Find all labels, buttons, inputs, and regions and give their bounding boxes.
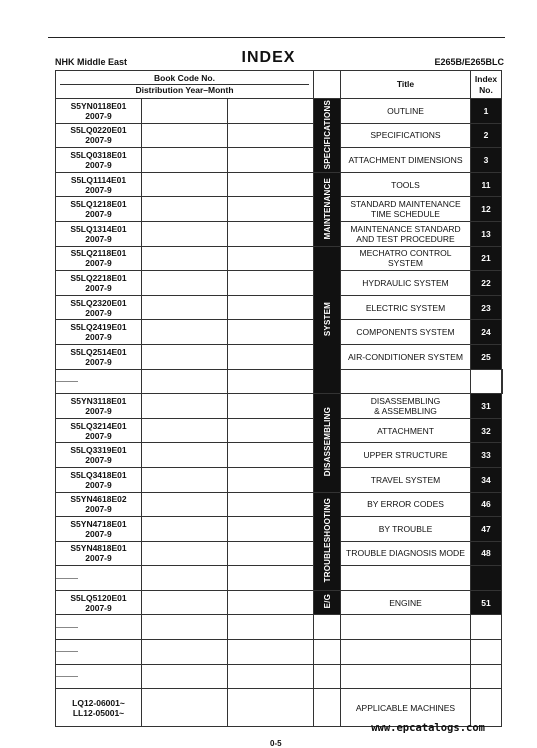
title-line: SPECIFICATIONS	[370, 130, 441, 141]
section-disasm	[314, 394, 341, 492]
header-row	[56, 71, 503, 99]
blank-cell	[228, 99, 314, 124]
book-code-cell	[56, 541, 142, 566]
book-code-cell	[56, 221, 142, 246]
serial-range-cell	[56, 689, 142, 727]
distribution-date: 2007-9	[85, 233, 112, 244]
index-number: 12	[471, 197, 502, 222]
blank-cell	[142, 664, 228, 689]
book-code-cell	[56, 271, 142, 296]
title-line: BY ERROR CODES	[367, 499, 444, 510]
page-number: 0-5	[270, 739, 282, 748]
blank-cell	[142, 517, 228, 542]
index-number: 46	[471, 492, 502, 517]
blank-cell	[142, 640, 228, 665]
distribution-date: 2007-9	[85, 528, 112, 539]
title-cell	[341, 467, 471, 492]
blank-cell	[228, 541, 314, 566]
title-cell	[341, 394, 471, 419]
book-code-cell	[56, 418, 142, 443]
blank-cell	[142, 443, 228, 468]
index-number	[471, 640, 502, 665]
title-cell	[341, 541, 471, 566]
table-row	[56, 467, 503, 492]
book-code-cell	[56, 172, 142, 197]
blank-cell	[228, 123, 314, 148]
title-line: UPPER STRUCTURE	[363, 450, 448, 461]
distribution-date: 2007-9	[85, 430, 112, 441]
book-code: S5LQ2118E01	[70, 248, 127, 259]
book-code-cell	[56, 369, 142, 394]
book-code: S5LQ3418E01	[70, 469, 127, 480]
title-cell	[341, 344, 471, 369]
blank-cell	[142, 99, 228, 124]
table-row	[56, 197, 503, 222]
book-code: S5LQ2419E01	[70, 322, 127, 333]
book-code-cell	[56, 566, 142, 591]
blank-cell	[228, 344, 314, 369]
table-row	[56, 148, 503, 173]
title-cell	[341, 246, 471, 271]
blank-cell	[228, 664, 314, 689]
table-row	[56, 394, 503, 419]
distribution-date: 2007-9	[85, 602, 112, 613]
section-header-cell	[314, 71, 341, 99]
book-code: S5YN3118E01	[70, 395, 127, 406]
table-row	[56, 541, 503, 566]
table-row	[56, 664, 503, 689]
book-code: S5LQ2320E01	[70, 297, 127, 308]
book-code-cell	[56, 295, 142, 320]
blank-cell	[228, 221, 314, 246]
title-cell	[341, 271, 471, 296]
distribution-date: 2007-9	[85, 209, 112, 220]
blank-cell	[228, 369, 314, 394]
section-empty	[314, 664, 341, 689]
blank-cell	[142, 492, 228, 517]
book-code-cell	[56, 640, 142, 665]
distribution-date: 2007-9	[85, 135, 112, 146]
distribution-date: 2007-9	[85, 405, 112, 416]
table-row	[56, 640, 503, 665]
blank-cell	[228, 172, 314, 197]
title-line: BY TROUBLE	[378, 523, 433, 534]
index-number	[502, 369, 503, 394]
blank-cell	[228, 418, 314, 443]
blank-cell	[228, 148, 314, 173]
blank-cell	[228, 566, 314, 591]
blank-cell	[228, 394, 314, 419]
table-row	[56, 418, 503, 443]
blank-cell	[142, 320, 228, 345]
book-code-cell	[56, 123, 142, 148]
blank-cell	[142, 615, 228, 640]
table-row	[56, 271, 503, 296]
book-code-cell	[56, 394, 142, 419]
title-line: MAINTENANCE STANDARD	[350, 223, 461, 234]
title-line: ELECTRIC SYSTEM	[365, 302, 446, 313]
blank-cell	[142, 590, 228, 615]
title-line: OUTLINE	[387, 105, 424, 116]
index-no-header: Index No.	[471, 71, 502, 99]
book-code-cell	[56, 517, 142, 542]
table-row	[56, 123, 503, 148]
index-number: 1	[471, 99, 502, 124]
blank-cell	[142, 123, 228, 148]
page-title: INDEX	[241, 49, 296, 66]
blank-cell	[142, 148, 228, 173]
book-code-label: Book Code No.	[154, 73, 215, 83]
applicable-machines-title: APPLICABLE MACHINES	[341, 689, 471, 727]
blank-cell	[228, 615, 314, 640]
blank-cell	[142, 246, 228, 271]
index-number: 3	[471, 148, 502, 173]
blank-cell	[228, 246, 314, 271]
title-line: TIME SCHEDULE	[371, 209, 440, 220]
book-code: S5LQ3319E01	[70, 445, 127, 456]
title-line: TROUBLE DIAGNOSIS MODE	[346, 548, 465, 559]
distribution-date: 2007-9	[85, 479, 112, 490]
blank-cell	[228, 271, 314, 296]
table-row	[56, 566, 503, 591]
index-table	[55, 70, 503, 727]
blank-cell	[314, 689, 341, 727]
title-line: MECHATRO CONTROL	[359, 248, 452, 259]
section-maint	[314, 172, 341, 246]
index-number: 21	[471, 246, 502, 271]
title-line: SYSTEM	[388, 258, 423, 269]
title-line: STANDARD MAINTENANCE	[350, 199, 461, 210]
distribution-date: 2007-9	[85, 455, 112, 466]
distribution-date: 2007-9	[85, 307, 112, 318]
blank-cell	[142, 689, 228, 727]
distribution-date: 2007-9	[85, 110, 112, 121]
book-code: S5YN0118E01	[70, 100, 127, 111]
index-number: 33	[471, 443, 502, 468]
book-code-header	[56, 71, 314, 99]
distribution-date: 2007-9	[85, 504, 112, 515]
title-line: & ASSEMBLING	[374, 405, 437, 416]
blank-cell	[228, 443, 314, 468]
blank-cell	[228, 517, 314, 542]
book-code-cell	[56, 443, 142, 468]
serial-range: LQ12-06001~	[72, 697, 125, 708]
index-number: 25	[471, 344, 502, 369]
section-empty	[314, 615, 341, 640]
table-row	[56, 344, 503, 369]
index-number: 32	[471, 418, 502, 443]
title-cell	[341, 640, 471, 665]
book-code-cell	[56, 197, 142, 222]
title-line: TOOLS	[391, 179, 420, 190]
title-cell	[341, 418, 471, 443]
book-code: S5LQ0220E01	[70, 125, 127, 136]
table-row	[56, 443, 503, 468]
table-row	[56, 590, 503, 615]
top-rule	[48, 37, 505, 38]
title-cell	[341, 615, 471, 640]
index-number: 13	[471, 221, 502, 246]
blank-cell	[228, 197, 314, 222]
title-line: ENGINE	[389, 597, 422, 608]
blank-cell	[142, 394, 228, 419]
title-line: COMPONENTS SYSTEM	[356, 327, 455, 338]
index-number: 23	[471, 295, 502, 320]
blank-cell	[228, 590, 314, 615]
title-header: Title	[341, 71, 471, 99]
blank-cell	[142, 467, 228, 492]
book-code: S5LQ1114E01	[70, 174, 127, 185]
title-cell	[341, 664, 471, 689]
title-cell	[341, 123, 471, 148]
book-code-cell	[56, 664, 142, 689]
title-line: HYDRAULIC SYSTEM	[362, 277, 449, 288]
table-row	[56, 492, 503, 517]
title-line: AIR-CONDITIONER SYSTEM	[347, 351, 464, 362]
index-number	[471, 664, 502, 689]
index-number	[471, 615, 502, 640]
section-spec	[314, 99, 341, 173]
book-code-cell	[56, 148, 142, 173]
title-cell	[341, 197, 471, 222]
serial-range: LL12-05001~	[72, 707, 125, 718]
title-cell	[341, 566, 471, 591]
blank-cell	[142, 369, 228, 394]
distribution-date: 2007-9	[85, 332, 112, 343]
book-code: S5LQ1314E01	[70, 223, 127, 234]
title-cell	[341, 295, 471, 320]
title-line: TRAVEL SYSTEM	[370, 474, 441, 485]
blank-cell	[142, 541, 228, 566]
distribution-label: Distribution Year–Month	[60, 84, 309, 96]
table-row	[56, 172, 503, 197]
section-label: TROUBLESHOOTING	[322, 498, 332, 583]
distribution-date: 2007-9	[85, 553, 112, 564]
section-empty	[341, 369, 471, 394]
book-code: S5LQ0318E01	[70, 149, 127, 160]
company-name: NHK Middle East	[55, 57, 128, 67]
section-eg	[314, 590, 341, 615]
index-number: 34	[471, 467, 502, 492]
blank-cell	[142, 221, 228, 246]
section-label: E/G	[322, 594, 332, 609]
title-cell	[341, 517, 471, 542]
book-code-cell	[56, 492, 142, 517]
blank-cell	[228, 467, 314, 492]
book-code-cell	[56, 615, 142, 640]
distribution-date: 2007-9	[85, 282, 112, 293]
table-row	[56, 517, 503, 542]
empty-dash	[56, 651, 78, 652]
section-label: SPECIFICATIONS	[322, 99, 332, 170]
section-label: DISASSEMBLING	[322, 407, 332, 477]
section-system	[314, 246, 341, 394]
table-row	[56, 221, 503, 246]
blank-cell	[228, 295, 314, 320]
title-cell	[341, 492, 471, 517]
index-number: 47	[471, 517, 502, 542]
section-trouble	[314, 492, 341, 590]
index-number	[471, 566, 502, 591]
title-line: ATTACHMENT	[377, 425, 434, 436]
blank-cell	[142, 271, 228, 296]
blank-cell	[228, 689, 314, 727]
title-cell	[471, 369, 502, 394]
book-code: S5LQ1218E01	[70, 199, 127, 210]
title-cell	[341, 99, 471, 124]
blank-cell	[142, 418, 228, 443]
title-cell	[341, 443, 471, 468]
book-code: S5LQ2514E01	[70, 346, 127, 357]
table-row	[56, 369, 503, 394]
index-number: 11	[471, 172, 502, 197]
blank-cell	[228, 640, 314, 665]
book-code-cell	[56, 99, 142, 124]
index-number: 31	[471, 394, 502, 419]
book-code-cell	[56, 344, 142, 369]
blank-cell	[228, 492, 314, 517]
title-cell	[341, 172, 471, 197]
book-code: S5LQ5120E01	[70, 592, 127, 603]
table-row	[56, 246, 503, 271]
table-row	[56, 295, 503, 320]
distribution-date: 2007-9	[85, 159, 112, 170]
section-empty	[314, 640, 341, 665]
section-label: SYSTEM	[322, 301, 332, 336]
empty-dash	[56, 627, 78, 628]
distribution-date: 2007-9	[85, 258, 112, 269]
index-number: 24	[471, 320, 502, 345]
blank-cell	[142, 566, 228, 591]
book-code: S5YN4718E01	[70, 518, 127, 529]
blank-cell	[142, 295, 228, 320]
catalog-url: www.epcatalogs.com	[371, 722, 485, 734]
distribution-date: 2007-9	[85, 184, 112, 195]
index-number: 51	[471, 590, 502, 615]
index-number: 48	[471, 541, 502, 566]
blank-cell	[142, 172, 228, 197]
table-row	[56, 615, 503, 640]
title-line: ATTACHMENT DIMENSIONS	[348, 154, 463, 165]
empty-dash	[56, 676, 78, 677]
title-line: DISASSEMBLING	[370, 395, 441, 406]
index-number: 2	[471, 123, 502, 148]
book-code: S5YN4818E01	[70, 543, 127, 554]
table-row	[56, 320, 503, 345]
title-cell	[341, 590, 471, 615]
index-number: 22	[471, 271, 502, 296]
book-code: S5LQ2218E01	[70, 272, 127, 283]
model-code: E265B/E265BLC	[434, 57, 504, 67]
section-label: MAINTENANCE	[322, 177, 332, 239]
book-code-cell	[56, 467, 142, 492]
blank-cell	[228, 320, 314, 345]
empty-dash	[56, 578, 78, 579]
book-code-cell	[56, 320, 142, 345]
book-code-cell	[56, 590, 142, 615]
book-code: S5LQ3214E01	[70, 420, 127, 431]
title-line: AND TEST PROCEDURE	[356, 233, 455, 244]
blank-cell	[142, 197, 228, 222]
distribution-date: 2007-9	[85, 356, 112, 367]
book-code-cell	[56, 246, 142, 271]
table-row	[56, 99, 503, 124]
title-cell	[341, 320, 471, 345]
title-cell	[341, 221, 471, 246]
book-code: S5YN4618E02	[70, 494, 127, 505]
empty-dash	[56, 381, 78, 382]
blank-cell	[142, 344, 228, 369]
title-cell	[341, 148, 471, 173]
